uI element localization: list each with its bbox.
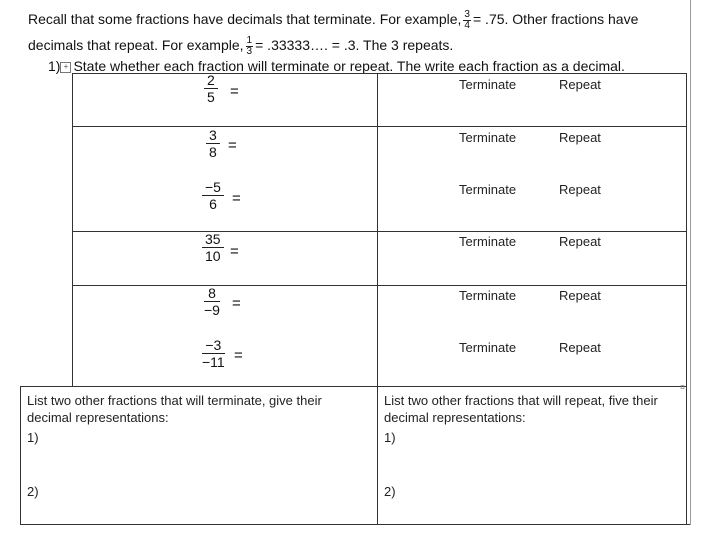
cell-end-mark-icon: ¤ <box>680 382 686 392</box>
table-column-divider <box>377 73 378 386</box>
fraction-row-2 <box>206 127 220 160</box>
repeat-prompt-line-1: List two other fractions that will repeat, five their <box>384 393 658 408</box>
bottom-table-bottom-border <box>20 524 690 525</box>
intro-line2-after: = .33333…. = .3. The 3 repeats. <box>255 37 454 54</box>
numerator: 35 <box>202 231 224 248</box>
table-anchor-icon[interactable]: + <box>60 62 71 73</box>
terminate-answer-2: 2) <box>27 484 39 499</box>
fraction-row-1 <box>204 72 218 105</box>
example-fraction-2-num: 1 <box>246 35 253 46</box>
example-fraction-1-num: 3 <box>464 9 470 20</box>
equals-sign: = <box>232 295 241 312</box>
table-left-border <box>72 73 73 386</box>
numerator: −3 <box>202 337 225 354</box>
terminate-option[interactable]: Terminate <box>459 288 517 303</box>
bottom-table-right-border <box>686 386 687 524</box>
table-top-border <box>72 73 686 74</box>
intro-line-1 <box>28 10 638 31</box>
repeat-option[interactable]: Repeat <box>559 130 601 145</box>
denominator: 5 <box>207 89 215 105</box>
table-right-border <box>686 73 687 386</box>
example-fraction-1-den: 4 <box>464 20 470 31</box>
repeat-option[interactable]: Repeat <box>559 340 601 355</box>
numerator: −5 <box>202 179 224 196</box>
page-right-border <box>690 0 691 525</box>
denominator: −11 <box>202 354 225 370</box>
repeat-option[interactable]: Repeat <box>559 77 601 92</box>
terminate-option[interactable]: Terminate <box>459 182 517 197</box>
fraction-row-3 <box>202 179 224 212</box>
terminate-option[interactable]: Terminate <box>459 77 517 92</box>
equals-sign: = <box>230 83 239 100</box>
intro-line1-after: = .75. Other fractions have <box>472 11 639 28</box>
terminate-answer-1: 1) <box>27 430 39 445</box>
repeat-prompt-line-2: decimal representations: <box>384 410 526 425</box>
question-number: 1) <box>48 58 61 74</box>
intro-line1-before: Recall that some fractions have decimals that terminate. For example, <box>28 11 462 28</box>
intro-line-2 <box>28 36 453 57</box>
repeat-option[interactable]: Repeat <box>559 234 601 249</box>
denominator: 6 <box>209 196 217 212</box>
numerator: 2 <box>204 72 218 89</box>
example-fraction-2 <box>246 36 254 57</box>
equals-sign: = <box>232 190 241 207</box>
terminate-prompt-line-2: decimal representations: <box>27 410 169 425</box>
terminate-option[interactable]: Terminate <box>459 130 517 145</box>
fraction-row-5 <box>204 285 220 318</box>
table-row-divider <box>72 126 686 127</box>
terminate-prompt-line-1: List two other fractions that will terminate, give their <box>27 393 322 408</box>
bottom-table-left-border <box>20 386 21 524</box>
bottom-table-column-divider <box>377 386 378 524</box>
question-1 <box>48 58 625 74</box>
bottom-table-top-border <box>20 386 686 387</box>
denominator: −9 <box>204 302 220 318</box>
denominator: 10 <box>205 248 221 264</box>
repeat-option[interactable]: Repeat <box>559 288 601 303</box>
terminate-option[interactable]: Terminate <box>459 234 517 249</box>
repeat-answer-1: 1) <box>384 430 396 445</box>
terminate-option[interactable]: Terminate <box>459 340 517 355</box>
question-text: State whether each fraction will terminate or repeat. The write each fraction as a decimal. <box>73 58 625 74</box>
numerator: 8 <box>204 285 220 302</box>
denominator: 8 <box>209 144 217 160</box>
fraction-row-4 <box>202 231 224 264</box>
example-fraction-2-den: 3 <box>246 46 253 57</box>
example-fraction-1 <box>463 10 471 31</box>
equals-sign: = <box>234 347 243 364</box>
repeat-option[interactable]: Repeat <box>559 182 601 197</box>
intro-line2-before: decimals that repeat. For example, <box>28 37 244 54</box>
equals-sign: = <box>228 137 237 154</box>
repeat-answer-2: 2) <box>384 484 396 499</box>
equals-sign: = <box>230 243 239 260</box>
numerator: 3 <box>206 127 220 144</box>
table-row-divider <box>72 285 686 286</box>
fraction-row-6 <box>202 337 225 370</box>
table-row-divider <box>72 231 686 232</box>
